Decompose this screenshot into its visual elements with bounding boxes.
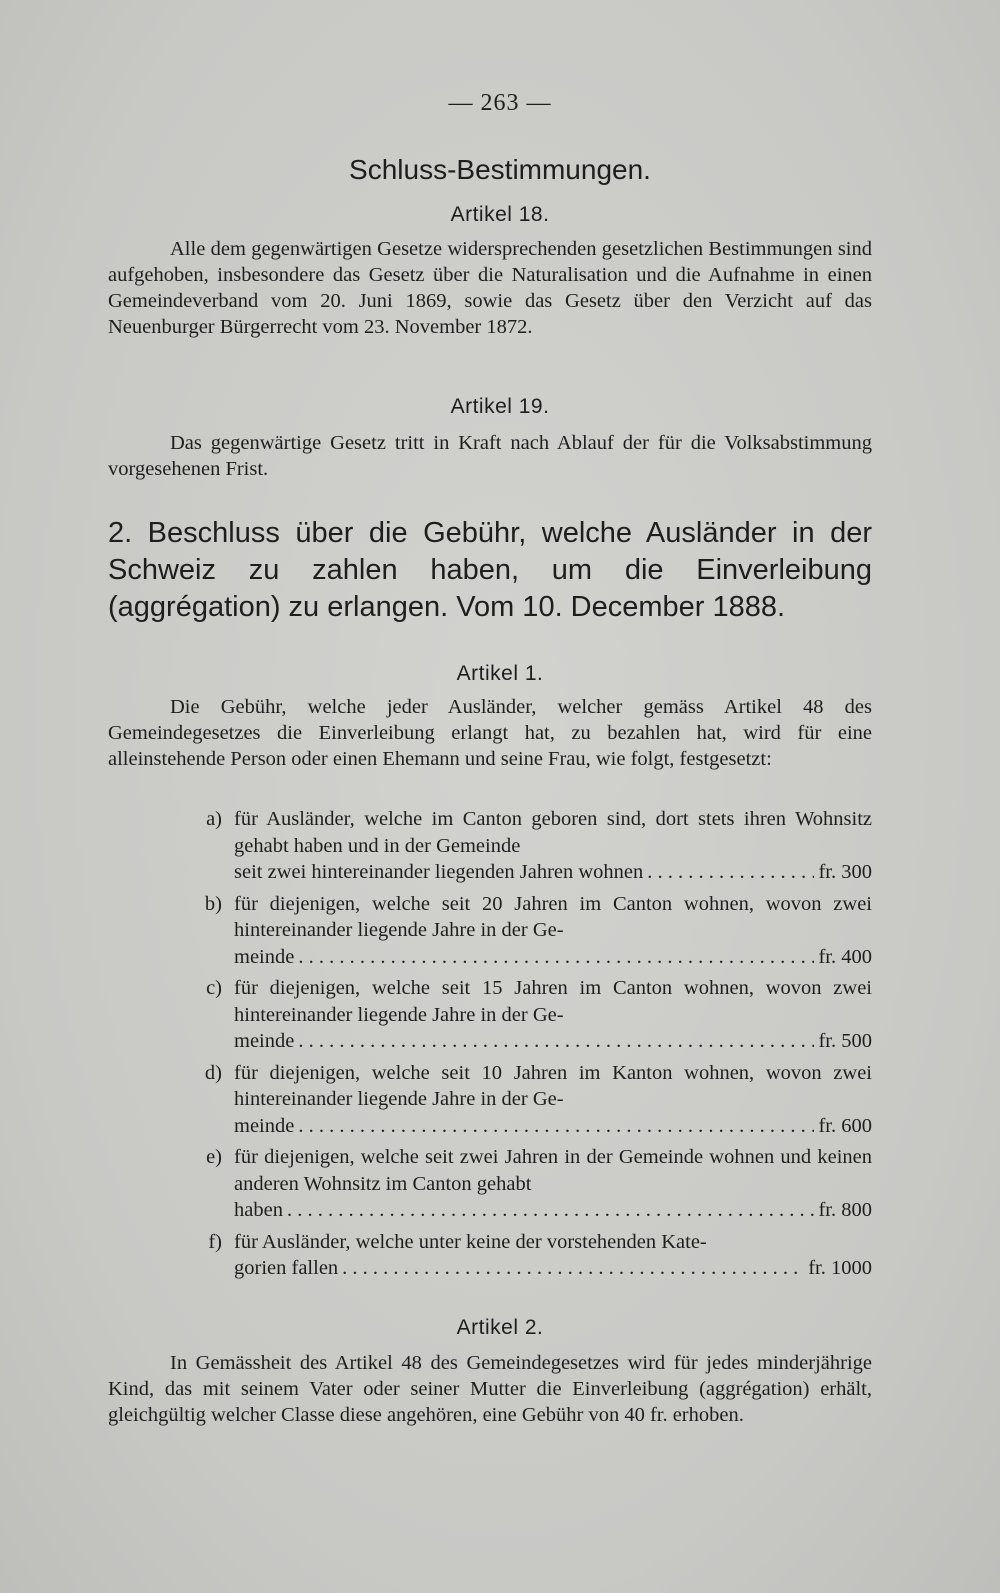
item-letter: d): [204, 1061, 222, 1084]
article-2-body: In Gemässheit des Artikel 48 des Gemeindegesetzes wird für jedes minderjährige Kind, das mit seinem Vater oder seiner Mutter die Einverleibung (aggrégation) erhält, gleichgültig welcher Classe diese angehören, eine Gebühr von 40 fr. erhoben.: [108, 1352, 872, 1426]
leader-dots: [342, 1255, 804, 1282]
item-letter: b): [204, 892, 222, 915]
leader-dots: [287, 1197, 815, 1224]
item-letter: e): [206, 1146, 222, 1168]
item-letter: a): [206, 808, 222, 830]
fee-amount: fr. 1000: [808, 1257, 872, 1279]
fee-item-c: [178, 975, 872, 1055]
fee-amount: fr. 800: [818, 1199, 872, 1221]
article-2-title: Artikel 2.: [456, 1316, 544, 1339]
item-letter: c): [206, 977, 222, 999]
leader-dots: [298, 944, 814, 971]
item-text: für diejenigen, welche seit 15 Jahren im Canton wohnen, wovon zwei hintereinander liegende Jahre in der Ge-: [234, 977, 872, 1026]
fee-list: [178, 806, 872, 1287]
item-text: für diejenigen, welche seit 10 Jahren im Kanton wohnen, wovon zwei hintereinander liegende Jahre in der Ge-: [234, 1061, 872, 1110]
fee-amount: fr. 600: [818, 1114, 872, 1137]
fee-amount: fr. 500: [818, 1030, 872, 1052]
article-19-text: [108, 430, 872, 482]
page-number: — 263 —: [448, 90, 552, 116]
item-text-end: meinde: [234, 1114, 295, 1137]
item-text-end: gorien fallen: [234, 1257, 339, 1279]
article-1-title: Artikel 1.: [456, 662, 544, 685]
item-text: für diejenigen, welche seit zwei Jahren in der Gemeinde wohnen und keinen anderen Wohnsitz im Canton gehabt: [234, 1146, 872, 1195]
item-text: für Ausländer, welche im Canton geboren sind, dort stets ihren Wohnsitz gehabt haben und in der Gemeinde: [234, 808, 872, 857]
item-text-end: seit zwei hintereinander liegenden Jahren wohnen: [234, 861, 644, 883]
section-title: Schluss-Bestimmungen.: [349, 154, 651, 185]
item-text-end: meinde: [234, 1030, 295, 1052]
article-1-text: [108, 694, 872, 772]
fee-amount: fr. 400: [818, 945, 872, 968]
item-text-end: haben: [234, 1199, 283, 1221]
item-text: für diejenigen, welche seit 20 Jahren im Canton wohnen, wovon zwei hintereinander liegende Jahre in der Ge-: [234, 892, 872, 941]
fee-item-f: [178, 1229, 872, 1282]
article-18-body: Alle dem gegenwärtigen Gesetze widersprechenden gesetzlichen Bestimmungen sind aufgehoben, insbesondere das Gesetz über die Naturalisation und die Aufnahme in einen Gemeindeverband vom 20. Juni 1869, sowie das Gesetz über den Verzicht auf das Neuenburger Bürgerrecht vom 23. November 1872.: [108, 238, 872, 338]
article-18-text: [108, 236, 872, 340]
leader-dots: [298, 1028, 814, 1055]
article-18-title: Artikel 18.: [450, 203, 550, 226]
item-text: für Ausländer, welche unter keine der vorstehenden Kate-: [234, 1230, 707, 1253]
article-2-text: [108, 1350, 872, 1428]
fee-item-a: [178, 806, 872, 886]
article-1-body: Die Gebühr, welche jeder Ausländer, welcher gemäss Artikel 48 des Gemeindegesetzes die Einverleibung erlangt hat, zu bezahlen hat, wird für eine alleinstehende Person oder einen Ehemann und seine Frau, wie folgt, festgesetzt:: [108, 696, 872, 770]
leader-dots: [298, 1113, 814, 1140]
fee-item-d: [178, 1060, 872, 1140]
item-text-end: meinde: [234, 945, 295, 968]
item-letter: f): [208, 1230, 222, 1253]
fee-amount: fr. 300: [818, 861, 872, 883]
article-19-body: Das gegenwärtige Gesetz tritt in Kraft nach Ablauf der für die Volksabstimmung vorgesehenen Frist.: [108, 432, 872, 480]
resolution-heading: 2. Beschluss über die Gebühr, welche Ausländer in der Schweiz zu zahlen haben, um die Einverleibung (aggrégation) zu erlangen. Vom 10. December 1888.: [108, 517, 872, 623]
leader-dots: [647, 859, 814, 886]
fee-item-b: [178, 891, 872, 971]
article-19-title: Artikel 19.: [450, 395, 550, 418]
fee-item-e: [178, 1144, 872, 1224]
